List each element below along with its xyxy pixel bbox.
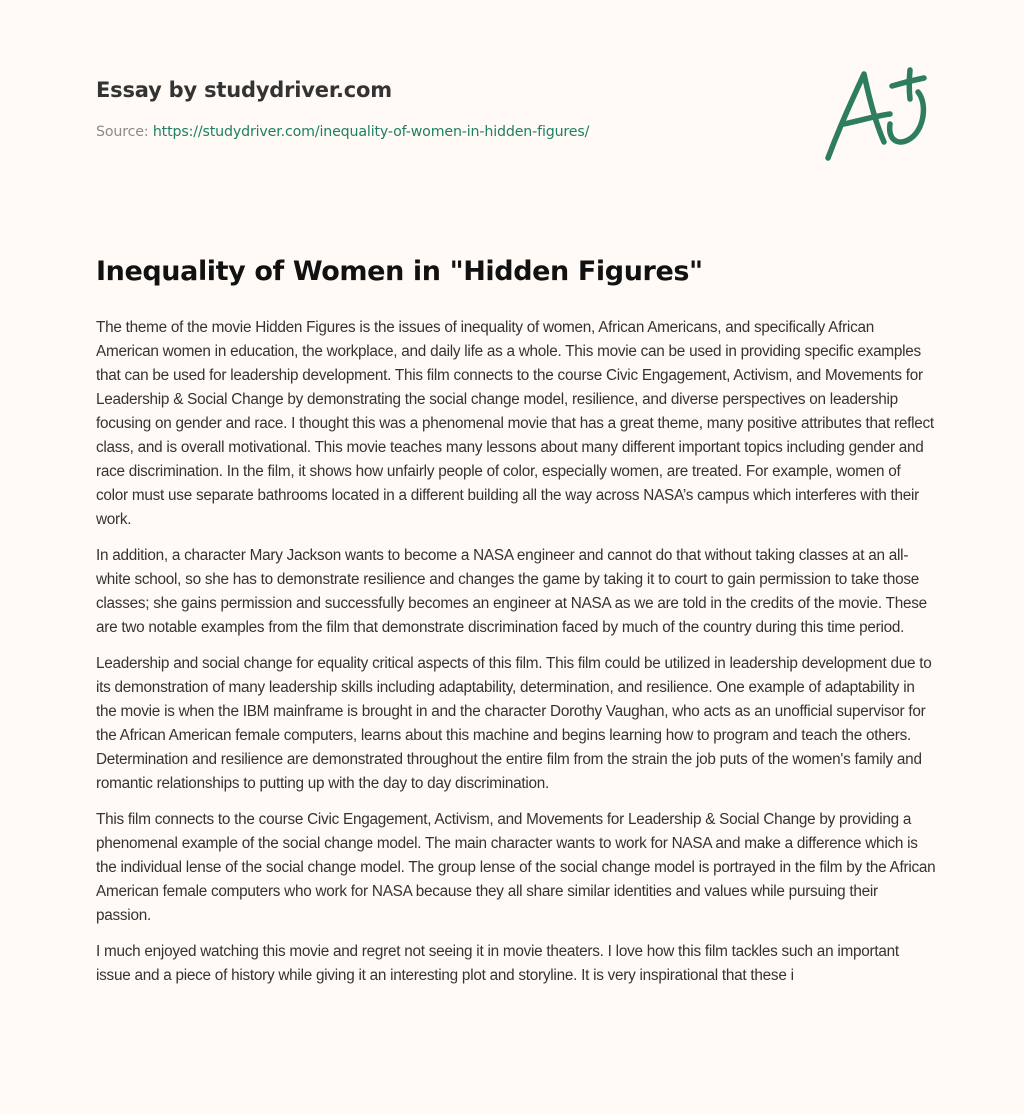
source-link[interactable]: https://studydriver.com/inequality-of-women-in-hidden-figures/	[152, 124, 590, 140]
source-line	[96, 122, 936, 142]
essay-header	[96, 74, 936, 142]
essay-paragraph-3: Leadership and social change for equality critical aspects of this film. This film could be utilized in leadership development due to its demonstration of many leadership skills including adaptability, determination, and resilience. One example of adaptability in the movie is when the IBM mainframe is brought in and the character Dorothy Vaughan, who acts as an unofficial supervisor for the African American female computers, learns about this machine and begins learning how to program and teach the others. Determination and resilience are demonstrated throughout the entire film from the strain the job puts of the women's family and romantic relationships to putting up with the day to day discrimination.	[96, 655, 932, 792]
brand-title: Essay by studydriver.com	[96, 78, 392, 102]
essay-paragraph-5: I much enjoyed watching this movie and regret not seeing it in movie theaters. I love how this film tackles such an important issue and a piece of history while giving it an interesting plot and storyline. It is very inspirational that these i	[96, 943, 899, 984]
essay-body	[96, 316, 936, 1000]
a-plus-grade-icon	[818, 62, 938, 172]
essay-paragraph-2: In addition, a character Mary Jackson wants to become a NASA engineer and cannot do that without taking classes at an all-white school, so she has to demonstrate resilience and changes the game by taking it to court to gain permission to take those classes; she gains permission and successfully becomes an engineer at NASA as we are told in the credits of the movie. These are two notable examples from the film that demonstrate discrimination faced by much of the country during this time period.	[96, 547, 927, 636]
essay-paragraph-1: The theme of the movie Hidden Figures is the issues of inequality of women, African Americans, and specifically African American women in education, the workplace, and daily life as a whole. This movie can be used in providing specific examples that can be used for leadership development. This film connects to the course Civic Engagement, Activism, and Movements for Leadership & Social Change by demonstrating the social change model, resilience, and diverse perspectives on leadership focusing on gender and race. I thought this was a phenomenal movie that has a great theme, many positive attributes that reflect class, and is overall motivational. This movie teaches many lessons about many different important topics including gender and race discrimination. In the film, it shows how unfairly people of color, especially women, are treated. For example, women of color must use separate bathrooms located in a different building all the way across NASA’s campus which interferes with their work.	[96, 319, 934, 528]
essay-title: Inequality of Women in "Hidden Figures"	[96, 256, 703, 287]
essay-paragraph-4: This film connects to the course Civic Engagement, Activism, and Movements for Leadership & Social Change by providing a phenomenal example of the social change model. The main character wants to work for NASA and make a difference which is the individual lense of the social change model. The group lense of the social change model is portrayed in the film by the African American female computers who work for NASA because they all share similar identities and values while pursuing their passion.	[96, 811, 936, 924]
source-label: Source:	[96, 124, 149, 140]
